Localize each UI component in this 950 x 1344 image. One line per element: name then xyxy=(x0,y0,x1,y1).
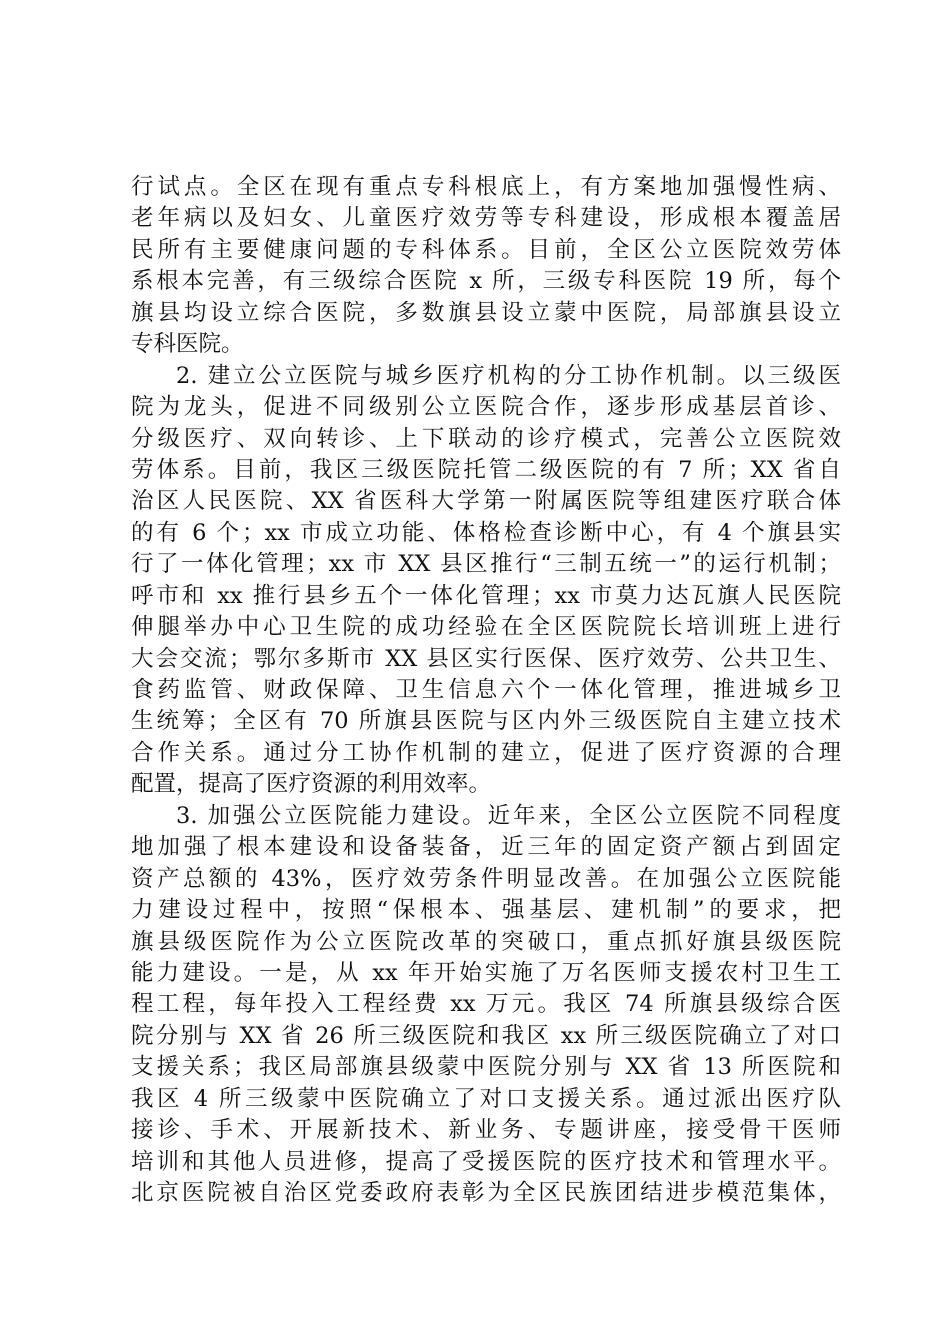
text-line: 老年病以及妇女、儿童医疗效劳等专科建设，形成根本覆盖居 xyxy=(131,205,841,232)
text-line: 合作关系。通过分工协作机制的建立，促进了医疗资源的合理 xyxy=(131,739,841,766)
text-line: 行了一体化管理；xx 市 XX 县区推行“三制五统一”的运行机制； xyxy=(131,551,841,578)
text-line: 我区 4 所三级蒙中医院确立了对口支援关系。通过派出医疗队 xyxy=(131,1085,841,1112)
text-line: 生统筹；全区有 70 所旗县医院与区内外三级医院自主建立技术 xyxy=(131,708,841,735)
text-line: 北京医院被自治区党委政府表彰为全区民族团结进步模范集体， xyxy=(131,1180,841,1206)
text-line: 大会交流；鄂尔多斯市 XX 县区实行医保、医疗效劳、公共卫生、 xyxy=(131,645,841,672)
text-line: 培训和其他人员进修，提高了受援医院的医疗技术和管理水平。 xyxy=(131,1148,841,1175)
text-line: 院为龙头，促进不同级别公立医院合作，逐步形成基层首诊、 xyxy=(131,394,841,421)
document-body xyxy=(131,172,841,1209)
text-line: 院分别与 XX 省 26 所三级医院和我区 xx 所三级医院确立了对口 xyxy=(131,1022,841,1049)
text-line: 伸腿举办中心卫生院的成功经验在全区医院院长培训班上进行 xyxy=(131,614,841,641)
text-line: 地加强了根本建设和设备装备，近三年的固定资产额占到固定 xyxy=(131,834,841,861)
text-line: 食药监管、财政保障、卫生信息六个一体化管理，推进城乡卫 xyxy=(131,677,841,703)
text-line: 资产总额的 43%，医疗效劳条件明显改善。在加强公立医院能 xyxy=(131,865,841,892)
text-line: 力建设过程中，按照“保根本、强基层、建机制”的要求，把 xyxy=(131,897,841,924)
text-line: 民所有主要健康问题的专科体系。目前，全区公立医院效劳体 xyxy=(131,236,841,263)
text-line: 支援关系；我区局部旗县级蒙中医院分别与 XX 省 13 所医院和 xyxy=(131,1054,841,1081)
text-line: 能力建设。一是，从 xx 年开始实施了万名医师支援农村卫生工 xyxy=(131,959,841,986)
text-line: 呼市和 xx 推行县乡五个一体化管理；xx 市莫力达瓦旗人民医院 xyxy=(131,582,841,609)
text-line: 接诊、手术、开展新技术、新业务、专题讲座，接受骨干医师 xyxy=(131,1117,841,1144)
text-line: 系根本完善，有三级综合医院 x 所，三级专科医院 19 所，每个 xyxy=(131,268,841,295)
text-line: 程工程，每年投入工程经费 xx 万元。我区 74 所旗县级综合医 xyxy=(131,991,841,1018)
text-line: 旗县级医院作为公立医院改革的突破口，重点抓好旗县级医院 xyxy=(131,928,841,955)
text-line: 劳体系。目前，我区三级医院托管二级医院的有 7 所；XX 省自 xyxy=(131,456,841,483)
text-line: 配置，提高了医疗资源的利用效率。 xyxy=(131,771,492,798)
text-line: 的有 6 个；xx 市成立功能、体格检查诊断中心，有 4 个旗县实 xyxy=(131,519,841,546)
paragraph-heading-line: 3. 加强公立医院能力建设。近年来，全区公立医院不同程度 xyxy=(176,802,841,829)
text-line: 专科医院。 xyxy=(131,331,244,358)
text-line: 治区人民医院、XX 省医科大学第一附属医院等组建医疗联合体 xyxy=(131,488,841,515)
text-line: 旗县均设立综合医院，多数旗县设立蒙中医院，局部旗县设立 xyxy=(131,299,841,326)
paragraph-heading-line: 2. 建立公立医院与城乡医疗机构的分工协作机制。以三级医 xyxy=(176,362,841,389)
text-line: 行试点。全区在现有重点专科根底上，有方案地加强慢性病、 xyxy=(131,174,841,200)
text-line: 分级医疗、双向转诊、上下联动的诊疗模式，完善公立医院效 xyxy=(131,425,841,452)
